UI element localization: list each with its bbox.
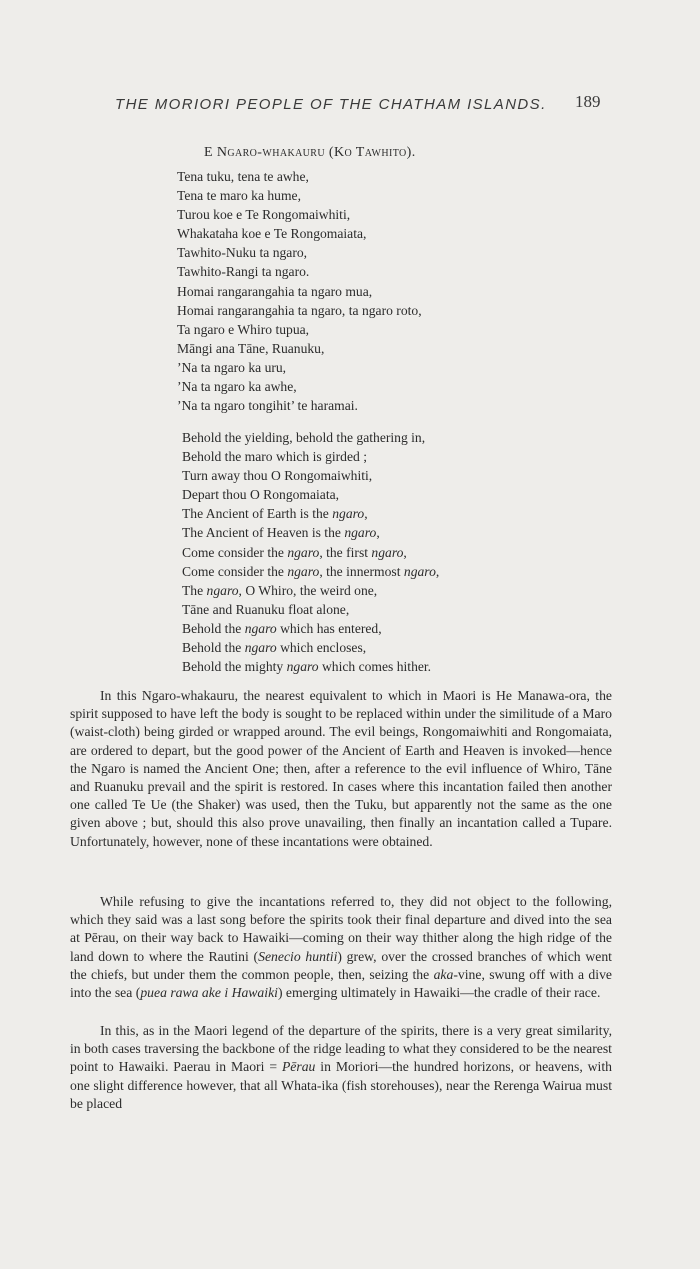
body-paragraph: In this Ngaro-whakauru, the nearest equivalent to which in Maori is He Manawa-ora, the spirit supposed to have left the body is sought to be replaced within under the similitude of a Maro (waist-cloth) being girded or wrapped around. The evil beings, Rongomaiwhiti and Rongomaiata, are ordered to depart, but the good power of the Ancient of Earth and Heaven is invoked—hence the Ngaro is named the Ancient One; then, after a reference to the evil influence of Whiro, Tāne and Ruanuku prevail and the spirit is restored. In cases where this incantation failed then another one called Te Ue (the Shaker) was used, then the Tuku, but apparently not the same as the one given above ; but, should this also prove unavailing, then finally an incantation called a Tupare. Unfortunately, however, none of these incantations were obtained. [70, 688, 612, 849]
verse-line: Turou koe e Te Rongomaiwhiti, [177, 207, 351, 223]
translation-line: The Ancient of Heaven is the ngaro, [182, 525, 380, 541]
translation-line: Tāne and Ruanuku float alone, [182, 601, 350, 617]
translation-line: Behold the yielding, behold the gathering in, [182, 430, 426, 445]
verse-line: Tawhito-Rangi ta ngaro. [177, 264, 310, 280]
translation-line: The ngaro, O Whiro, the weird one, [182, 582, 378, 598]
body-paragraph: While refusing to give the incantations referred to, they did not object to the following, which they said was a last song before the spirits took their final departure and dived into the sea at Pērau, on their way back to Hawaiki—coming on their way thither along the high ridge of the land down to where the Rautini (Senecio huntii) grew, over the crossed branches of which went the chiefs, but under them the common people, then, seizing the aka-vine, swung off with a dive into the sea (puea rawa ake i Hawaiki) emerging ultimately in Hawaiki—the cradle of their race. [70, 894, 612, 1001]
translation-line: Behold the mighty ngaro which comes hither. [182, 659, 432, 675]
verse-line: Tena tuku, tena te awhe, [177, 169, 309, 184]
verse-line: Tawhito-Nuku ta ngaro, [177, 245, 308, 261]
page-number: 189 [575, 92, 601, 111]
verse-line: Homai rangarangahia ta ngaro mua, [177, 283, 373, 299]
english-translation [182, 428, 439, 676]
running-title: THE MORIORI PEOPLE OF THE CHATHAM ISLANDS. [115, 96, 547, 113]
verse-line: Tena te maro ka hume, [177, 188, 301, 204]
translation-line: Depart thou O Rongomaiata, [182, 487, 340, 503]
translation-line: Turn away thou O Rongomaiwhiti, [182, 468, 373, 484]
verse-line: Homai rangarangahia ta ngaro, ta ngaro roto, [177, 302, 422, 318]
verse-line: Māngi ana Tāne, Ruanuku, [177, 340, 325, 356]
maori-verse [177, 167, 422, 415]
translation-line: Come consider the ngaro, the first ngaro, [182, 544, 407, 560]
verse-line: Ta ngaro e Whiro tupua, [177, 321, 310, 337]
verse-line: ’Na ta ngaro tongihit’ te haramai. [177, 398, 358, 414]
translation-line: Come consider the ngaro, the innermost ngaro, [182, 563, 440, 579]
verse-line: ’Na ta ngaro ka awhe, [177, 379, 297, 395]
verse-line: ’Na ta ngaro ka uru, [177, 359, 287, 375]
verse-line: Whakataha koe e Te Rongomaiata, [177, 226, 367, 242]
chant-title: E Ngaro-whakauru (Ko Tawhito). [204, 145, 416, 160]
translation-line: Behold the ngaro which encloses, [182, 640, 367, 656]
translation-line: Behold the maro which is girded ; [182, 449, 367, 465]
translation-line: Behold the ngaro which has entered, [182, 620, 382, 636]
body-paragraph: In this, as in the Maori legend of the departure of the spirits, there is a very great similarity, in both cases traversing the backbone of the ridge leading to what they considered to be the nearest point to Hawaiki. Paerau in Maori = Pērau in Moriori—the hundred horizons, or heavens, with one slight difference however, that all Whata-ika (fish storehouses), near the Rerenga Wairua must be placed [70, 1023, 612, 1111]
translation-line: The Ancient of Earth is the ngaro, [182, 506, 368, 522]
